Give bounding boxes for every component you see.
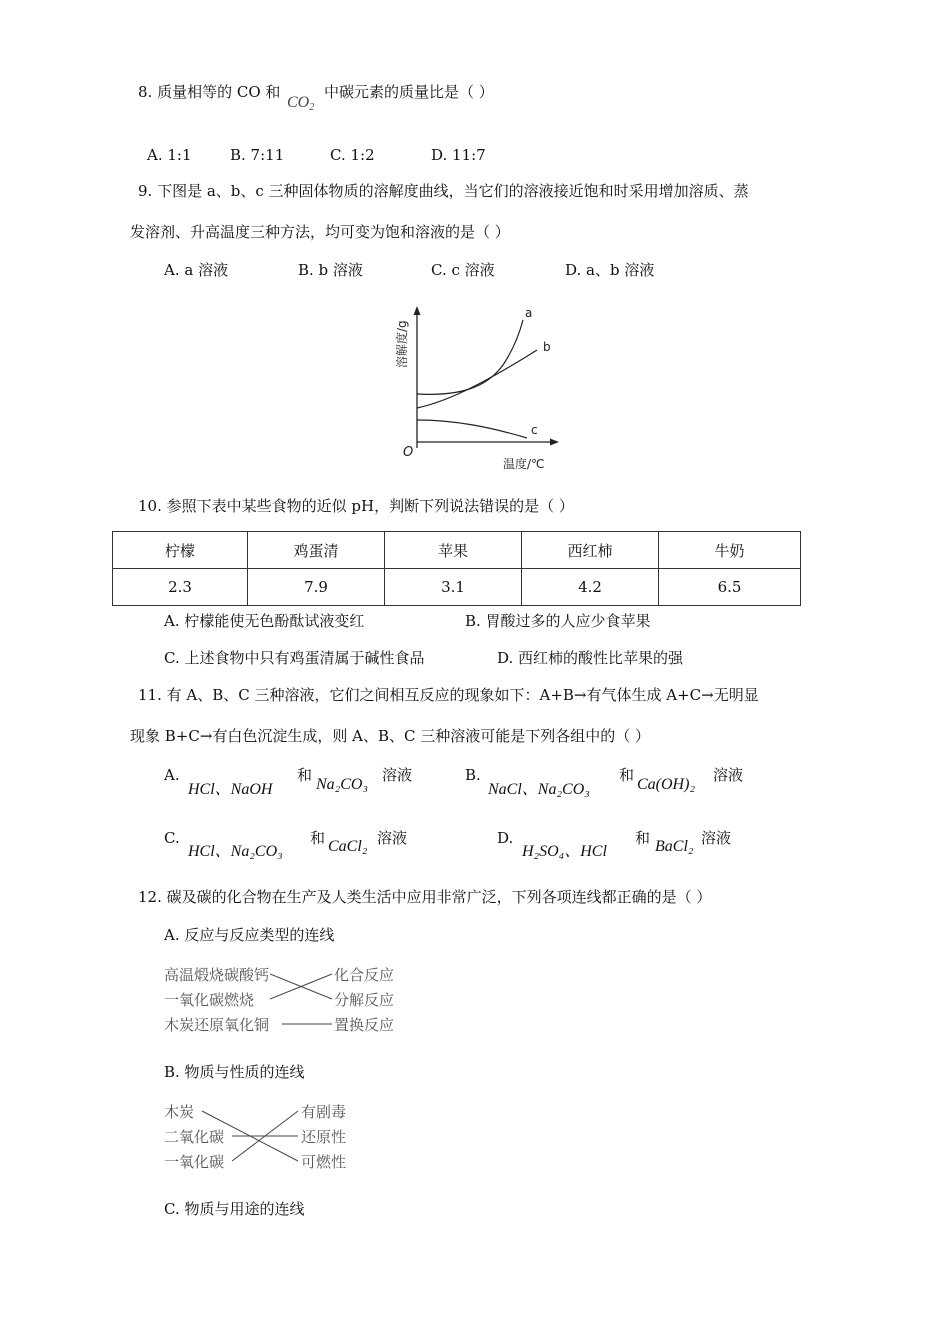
q8-option-b: B. 7:11: [230, 146, 285, 164]
curve-label-c: c: [531, 423, 538, 437]
ph-value-lemon: 2.3: [113, 569, 248, 606]
q9-option-c: C. c 溶液: [431, 261, 495, 279]
chart-xlabel: 温度/℃: [503, 457, 545, 471]
curve-label-b: b: [543, 340, 551, 354]
q11-option-b-part2: Ca(OH)₂: [637, 776, 695, 793]
q11-option-a-and: 和: [297, 766, 313, 784]
q11-option-c-part2: CaCl₂: [328, 838, 368, 855]
q12-b-title: B. 物质与性质的连线: [164, 1063, 305, 1081]
ph-value-apple: 3.1: [385, 569, 522, 606]
q8-option-a: A. 1:1: [147, 146, 192, 164]
q12-a-right-1: 分解反应: [334, 991, 395, 1009]
q9-line2: 发溶剂、升高温度三种方法，均可变为饱和溶液的是（ ）: [130, 223, 510, 241]
curve-b: [417, 350, 537, 408]
q11-option-c-part1: HCl、Na₂CO₃: [188, 843, 283, 860]
q12-b-right-2: 可燃性: [301, 1153, 347, 1171]
q8-formula-text: CO: [287, 94, 310, 111]
ph-header-tomato: 西红柿: [522, 532, 659, 569]
q11-option-c-and: 和: [310, 829, 326, 847]
q10-option-d: D. 西红柿的酸性比苹果的强: [497, 649, 684, 667]
q12-b-left-0: 木炭: [164, 1103, 195, 1121]
ph-header-milk: 牛奶: [659, 532, 801, 569]
q11-option-a-part2: Na₂CO₃: [316, 776, 369, 793]
q12-b-right-0: 有剧毒: [301, 1103, 347, 1121]
q10-option-a: A. 柠檬能使无色酚酞试液变红: [164, 612, 365, 630]
curve-label-a: a: [525, 306, 533, 320]
q11-line2: 现象 B+C→有白色沉淀生成，则 A、B、C 三种溶液可能是下列各组中的（ ）: [130, 727, 651, 745]
ph-table-header-row: [113, 532, 801, 569]
q11-option-d-part1: H₂SO₄、HCl: [522, 843, 607, 860]
q12-stem: 12. 碳及碳的化合物在生产及人类生活中应用非常广泛，下列各项连线都正确的是（ ）: [138, 888, 712, 906]
q9-line1: 9. 下图是 a、b、c 三种固体物质的溶解度曲线，当它们的溶液接近饱和时采用增加溶质、蒸: [138, 182, 749, 200]
q12-b-left-1: 二氧化碳: [164, 1128, 225, 1146]
ph-table-value-row: [113, 569, 801, 606]
ph-value-tomato: 4.2: [522, 569, 659, 606]
q12-a-title: A. 反应与反应类型的连线: [164, 926, 335, 944]
q12-c-title: C. 物质与用途的连线: [164, 1200, 305, 1218]
q12-a-lines: [270, 964, 334, 1039]
q12-a-right-2: 置换反应: [334, 1016, 395, 1034]
q12-a-left-2: 木炭还原氧化铜: [164, 1016, 270, 1034]
ph-header-apple: 苹果: [385, 532, 522, 569]
q12-a-left-0: 高温煅烧碳酸钙: [164, 966, 270, 984]
q10-option-b: B. 胃酸过多的人应少食苹果: [465, 612, 651, 630]
q9-option-a: A. a 溶液: [164, 261, 229, 279]
ph-value-milk: 6.5: [659, 569, 801, 606]
origin-label: O: [403, 445, 414, 460]
q11-option-d-part2: BaCl₂: [655, 838, 694, 855]
q8-option-d: D. 11:7: [431, 146, 486, 164]
q11-option-b-and: 和: [619, 766, 635, 784]
ph-header-egg-white: 鸡蛋清: [248, 532, 385, 569]
q11-option-d-solution: 溶液: [701, 829, 732, 847]
q10-stem: 10. 参照下表中某些食物的近似 pH，判断下列说法错误的是（ ）: [138, 497, 574, 515]
solubility-chart: [385, 300, 570, 475]
q11-option-d-and: 和: [635, 829, 651, 847]
q12-a-left-1: 一氧化碳燃烧: [164, 991, 255, 1009]
q8-formula-sub: 2: [309, 102, 315, 113]
q11-option-b-part1: NaCl、Na₂CO₃: [488, 781, 590, 798]
q9-option-b: B. b 溶液: [298, 261, 363, 279]
q12-b-right-1: 还原性: [301, 1128, 347, 1146]
curve-c: [417, 420, 527, 438]
q11-option-a-label: A.: [164, 766, 180, 784]
q11-option-b-solution: 溶液: [713, 766, 744, 784]
ph-value-egg-white: 7.9: [248, 569, 385, 606]
q8-stem-b: 中碳元素的质量比是（ ）: [324, 83, 494, 101]
q8-stem-a: 8. 质量相等的 CO 和: [138, 83, 281, 101]
q12-a-right-0: 化合反应: [334, 966, 395, 984]
q12-b-lines: [200, 1101, 302, 1176]
ph-header-lemon: 柠檬: [113, 532, 248, 569]
q11-option-c-label: C.: [164, 829, 180, 847]
q11-line1: 11. 有 A、B、C 三种溶液，它们之间相互反应的现象如下：A+B→有气体生成 A+C→无明显: [138, 686, 759, 704]
q9-option-d: D. a、b 溶液: [565, 261, 655, 279]
q10-option-c: C. 上述食物中只有鸡蛋清属于碱性食品: [164, 649, 425, 667]
q11-option-c-solution: 溶液: [377, 829, 408, 847]
q11-option-b-label: B.: [465, 766, 481, 784]
ph-table: [112, 531, 801, 606]
x-axis-arrow: [550, 439, 559, 446]
chart-ylabel: 溶解度/g: [395, 320, 409, 368]
q11-option-d-label: D.: [497, 829, 514, 847]
q8-option-c: C. 1:2: [330, 146, 375, 164]
q11-option-a-solution: 溶液: [382, 766, 413, 784]
q8-formula: [287, 94, 314, 113]
curve-a: [417, 320, 523, 394]
q12-b-left-2: 一氧化碳: [164, 1153, 225, 1171]
y-axis-arrow: [414, 306, 421, 315]
q11-option-a-part1: HCl、NaOH: [188, 781, 273, 798]
